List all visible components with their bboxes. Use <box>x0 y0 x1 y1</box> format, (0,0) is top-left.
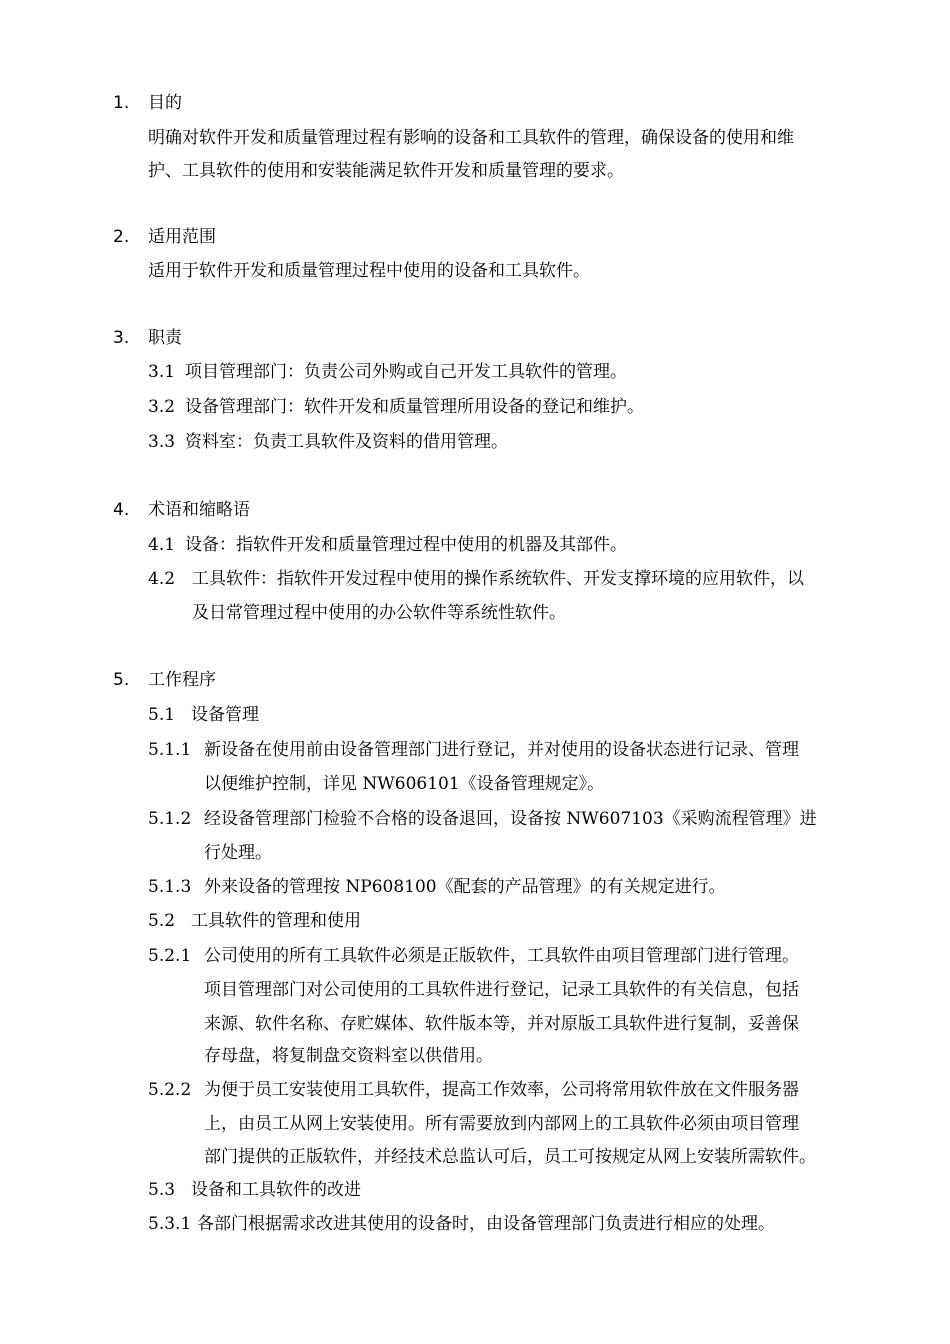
subsection-heading <box>148 704 259 726</box>
section-title: 适用范围 <box>148 227 216 247</box>
item-text-continued: 部门提供的正版软件，并经技术总监认可后，员工可按规定从网上安装所需软件。 <box>204 1147 816 1167</box>
item-number: 5.2.2 <box>148 1080 192 1100</box>
paragraph-line: 明确对软件开发和质量管理过程有影响的设备和工具软件的管理，确保设备的使用和维 <box>148 128 794 148</box>
item-text: 新设备在使用前由设备管理部门进行登记，并对使用的设备状态进行记录、管理 <box>204 740 799 760</box>
section-3-heading <box>113 327 182 349</box>
list-item <box>148 568 804 590</box>
paragraph-line: 护、工具软件的使用和安装能满足软件开发和质量管理的要求。 <box>148 161 624 181</box>
item-text: 项目管理部门：负责公司外购或自己开发工具软件的管理。 <box>185 362 627 382</box>
list-item <box>148 876 726 898</box>
item-number: 3.3 <box>148 432 176 452</box>
item-text-continued: 及日常管理过程中使用的办公软件等系统性软件。 <box>192 603 566 623</box>
list-item <box>148 1213 775 1235</box>
list-item <box>148 1079 799 1101</box>
item-text: 经设备管理部门检验不合格的设备退回，设备按 NW607103《采购流程管理》进 <box>204 809 817 829</box>
section-1-heading <box>113 92 182 114</box>
list-item <box>148 431 508 453</box>
item-number: 3.2 <box>148 397 176 417</box>
item-number: 5.1 <box>148 705 176 725</box>
item-text: 资料室：负责工具软件及资料的借用管理。 <box>185 432 508 452</box>
section-title: 职责 <box>148 328 182 348</box>
list-item <box>148 739 799 761</box>
item-number: 5.3 <box>148 1180 176 1200</box>
item-text: 设备和工具软件的改进 <box>191 1180 361 1200</box>
section-number: 1. <box>113 93 130 113</box>
section-title: 工作程序 <box>148 670 216 690</box>
list-item <box>148 945 799 967</box>
item-number: 3.1 <box>148 362 176 382</box>
item-text-continued: 项目管理部门对公司使用的工具软件进行登记，记录工具软件的有关信息，包括 <box>204 980 799 1000</box>
item-text-continued: 上，由员工从网上安装使用。所有需要放到内部网上的工具软件必须由项目管理 <box>204 1114 799 1134</box>
list-item <box>148 396 644 418</box>
item-number: 5.3.1 <box>148 1214 192 1234</box>
item-text: 工具软件的管理和使用 <box>191 911 361 931</box>
list-item <box>148 808 817 830</box>
item-text: 外来设备的管理按 NP608100《配套的产品管理》的有关规定进行。 <box>204 877 726 897</box>
item-text-continued: 来源、软件名称、存贮媒体、软件版本等，并对原版工具软件进行复制，妥善保 <box>204 1014 799 1034</box>
item-text-continued: 以便维护控制，详见 NW606101《设备管理规定》。 <box>204 774 605 794</box>
item-number: 5.2.1 <box>148 946 192 966</box>
item-text-continued: 存母盘，将复制盘交资料室以供借用。 <box>204 1046 493 1066</box>
list-item <box>148 534 627 556</box>
item-number: 5.1.2 <box>148 809 192 829</box>
item-text: 设备：指软件开发和质量管理过程中使用的机器及其部件。 <box>185 535 627 555</box>
item-text: 各部门根据需求改进其使用的设备时，由设备管理部门负责进行相应的处理。 <box>197 1214 775 1234</box>
section-number: 3. <box>113 328 130 348</box>
item-text-continued: 行处理。 <box>204 843 272 863</box>
item-text: 为便于员工安装使用工具软件，提高工作效率，公司将常用软件放在文件服务器 <box>204 1080 799 1100</box>
subsection-heading <box>148 1179 361 1201</box>
item-number: 4.1 <box>148 535 176 555</box>
subsection-heading <box>148 910 361 932</box>
section-5-heading <box>113 669 216 691</box>
list-item <box>148 361 627 383</box>
item-text: 设备管理 <box>191 705 259 725</box>
item-number: 5.2 <box>148 911 176 931</box>
section-number: 2. <box>113 227 130 247</box>
section-number: 5. <box>113 670 130 690</box>
section-number: 4. <box>113 500 130 520</box>
section-4-heading <box>113 499 250 521</box>
section-title: 目的 <box>148 93 182 113</box>
item-number: 4.2 <box>148 569 176 589</box>
section-title: 术语和缩略语 <box>148 500 250 520</box>
item-number: 5.1.3 <box>148 877 192 897</box>
item-text: 公司使用的所有工具软件必须是正版软件，工具软件由项目管理部门进行管理。 <box>204 946 799 966</box>
item-text: 工具软件：指软件开发过程中使用的操作系统软件、开发支撑环境的应用软件，以 <box>192 569 804 589</box>
paragraph-line: 适用于软件开发和质量管理过程中使用的设备和工具软件。 <box>148 261 590 281</box>
item-number: 5.1.1 <box>148 740 192 760</box>
section-2-heading <box>113 226 216 248</box>
item-text: 设备管理部门：软件开发和质量管理所用设备的登记和维护。 <box>185 397 644 417</box>
